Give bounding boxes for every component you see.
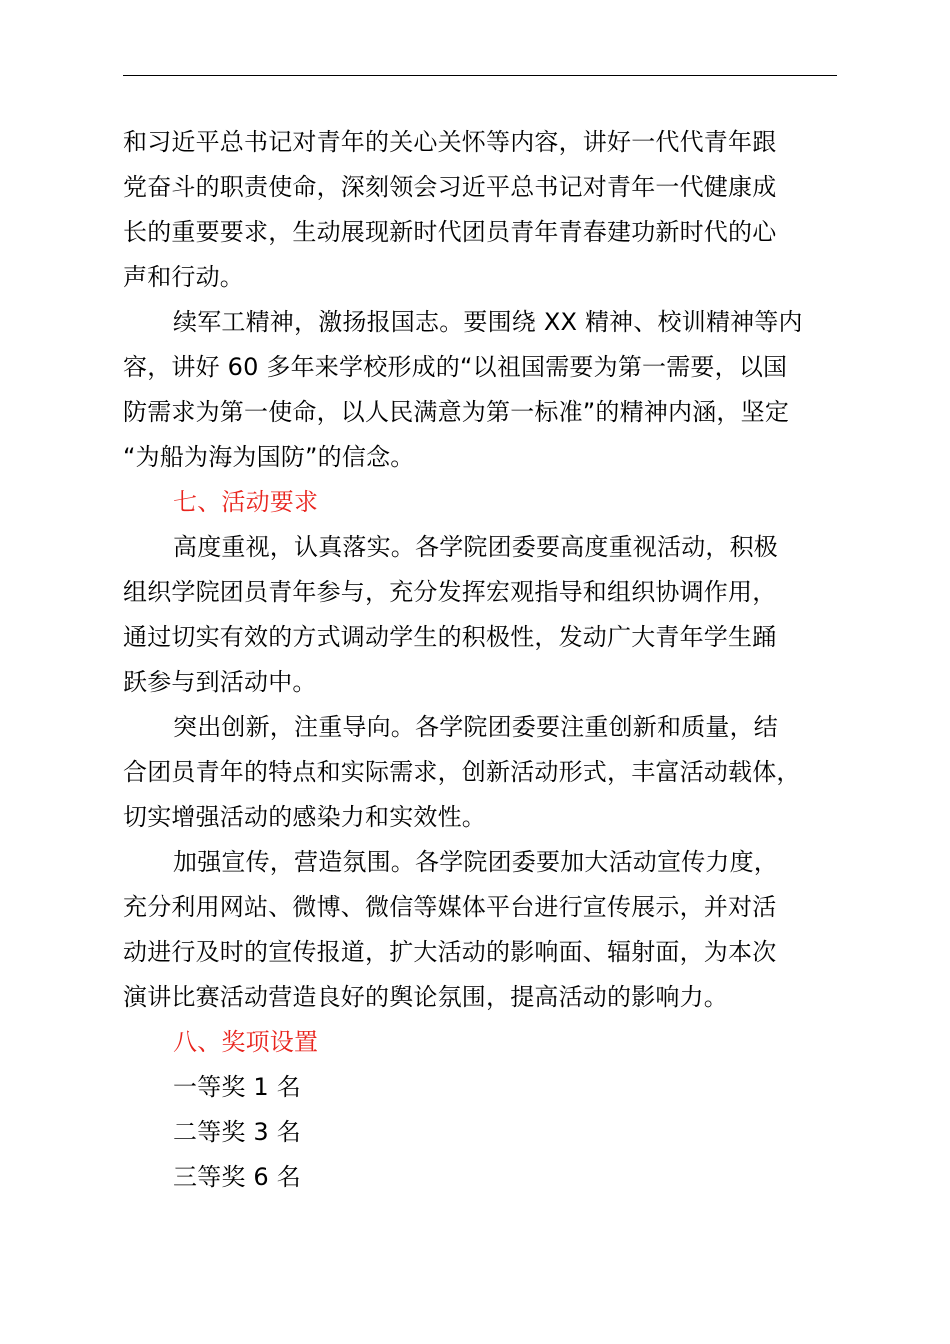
- body-line: 跃参与到活动中。: [123, 668, 317, 696]
- paragraph-start-line: 突出创新，注重导向。各学院团委要注重创新和质量，结: [173, 713, 778, 741]
- body-line: “为船为海为国防”的信念。: [123, 443, 415, 471]
- paragraph-start-line: 加强宣传，营造氛围。各学院团委要加大活动宣传力度，: [173, 848, 778, 876]
- body-line: 和习近平总书记对青年的关心关怀等内容，讲好一代代青年跟: [123, 128, 777, 156]
- award-third-prize: 三等奖 6 名: [173, 1163, 301, 1191]
- award-second-prize: 二等奖 3 名: [173, 1118, 301, 1146]
- body-line: 通过切实有效的方式调动学生的积极性，发动广大青年学生踊: [123, 623, 777, 651]
- body-line: 切实增强活动的感染力和实效性。: [123, 803, 486, 831]
- body-line: 容，讲好 60 多年来学校形成的“以祖国需要为第一需要，以国: [123, 353, 788, 381]
- paragraph-start-line: 高度重视，认真落实。各学院团委要高度重视活动，积极: [173, 533, 778, 561]
- document-body: [123, 120, 843, 1200]
- body-line: 动进行及时的宣传报道，扩大活动的影响面、辐射面，为本次: [123, 938, 777, 966]
- section-heading-activity-requirements: 七、活动要求: [173, 488, 319, 516]
- paragraph-start-line: 续军工精神，激扬报国志。要围绕 XX 精神、校训精神等内: [173, 308, 803, 336]
- body-line: 党奋斗的职责使命，深刻领会习近平总书记对青年一代健康成: [123, 173, 777, 201]
- body-line: 声和行动。: [123, 263, 244, 291]
- body-line: 防需求为第一使命，以人民满意为第一标准”的精神内涵，坚定: [123, 398, 790, 426]
- section-heading-awards: 八、奖项设置: [173, 1028, 319, 1056]
- body-line: 演讲比赛活动营造良好的舆论氛围，提高活动的影响力。: [123, 983, 728, 1011]
- body-line: 合团员青年的特点和实际需求，创新活动形式，丰富活动载体，: [123, 758, 801, 786]
- body-line: 长的重要要求，生动展现新时代团员青年青春建功新时代的心: [123, 218, 777, 246]
- body-line: 组织学院团员青年参与，充分发挥宏观指导和组织协调作用，: [123, 578, 777, 606]
- award-first-prize: 一等奖 1 名: [173, 1073, 301, 1101]
- body-line: 充分利用网站、微博、微信等媒体平台进行宣传展示，并对活: [123, 893, 777, 921]
- header-rule: [123, 75, 837, 76]
